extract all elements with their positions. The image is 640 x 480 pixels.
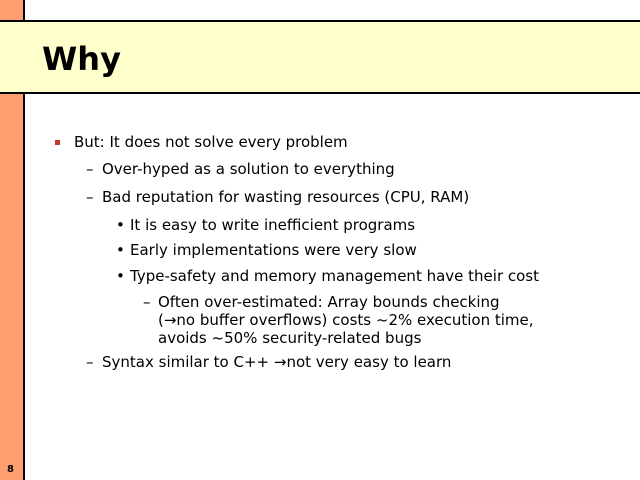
slide-title: Why — [42, 40, 121, 78]
dot-marker-icon: • — [116, 267, 125, 285]
dash-marker-icon: – — [86, 160, 94, 178]
page-number: 8 — [7, 464, 14, 475]
dash-marker-icon: – — [86, 188, 94, 206]
dot-marker-icon: • — [116, 241, 125, 259]
bullet-level4-line1: Often over-estimated: Array bounds checking — [158, 293, 500, 311]
bullet-level3: Type-safety and memory management have their cost — [130, 267, 539, 285]
bullet-level2: Bad reputation for wasting resources (CPU, RAM) — [102, 188, 470, 206]
bullet-level3: It is easy to write inefficient programs — [130, 216, 416, 234]
bullet-level3: Early implementations were very slow — [130, 241, 417, 259]
bullet-level4-line2: (→no buffer overflows) costs ~2% execution time, — [158, 311, 534, 329]
bullet-square-icon — [55, 140, 60, 145]
bullet-level2: Over-hyped as a solution to everything — [102, 160, 395, 178]
bullet-level1: But: It does not solve every problem — [74, 133, 348, 151]
dash-marker-icon: – — [86, 353, 94, 371]
dot-marker-icon: • — [116, 216, 125, 234]
bullet-level2: Syntax similar to C++ →not very easy to learn — [102, 353, 452, 371]
dash-marker-icon: – — [143, 293, 151, 311]
bullet-level4-line3: avoids ~50% security-related bugs — [158, 329, 422, 347]
